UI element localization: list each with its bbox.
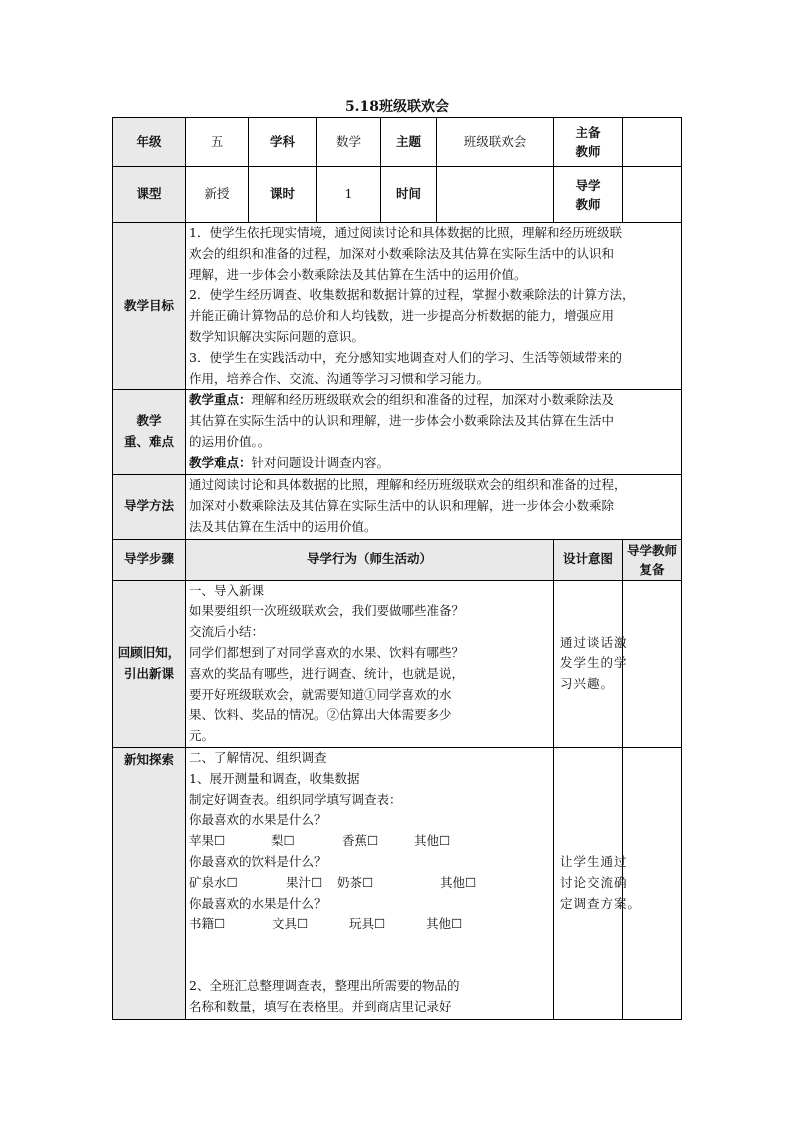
period-value: 1	[317, 167, 381, 223]
guide-teacher-label: 导学 教师	[554, 167, 623, 223]
key-points-text	[186, 390, 682, 474]
lead-teacher-value	[623, 118, 682, 167]
prize-option-books: 书籍☐	[189, 916, 226, 932]
focus-text-3: 的运用价值。。	[189, 433, 271, 449]
grade-label: 年级	[113, 118, 186, 167]
step1-label: 回顾旧知，引出新课	[113, 580, 186, 747]
drink-option-water: 矿泉水☐	[189, 874, 238, 890]
focus-label: 教学重点：	[189, 392, 252, 408]
difficulty-label: 教学难点：	[189, 454, 252, 470]
time-label: 时间	[381, 167, 437, 223]
step1-row	[113, 580, 682, 747]
difficulty-text: 针对问题设计调查内容。	[251, 454, 390, 470]
step2-label: 新知探索	[113, 747, 186, 1019]
time-value	[437, 167, 554, 223]
lesson-type-value: 新授	[186, 167, 249, 223]
focus-text-2: 其估算在实际生活中的认识和理解，进一步体会小数乘除法及其估算在生活中	[189, 413, 615, 429]
prize-option-toys: 玩具☐	[349, 916, 386, 932]
step2-row	[113, 747, 682, 1019]
info-row-1	[113, 118, 682, 167]
grade-value: 五	[186, 118, 249, 167]
drink-option-juice: 果汁☐	[286, 874, 323, 890]
key-points-label: 教学 重、难点	[113, 390, 186, 474]
topic-label: 主题	[381, 118, 437, 167]
lesson-plan-table	[112, 117, 682, 1020]
prize-options	[189, 914, 550, 935]
lesson-type-label: 课型	[113, 167, 186, 223]
drink-options	[189, 873, 550, 894]
period-label: 课时	[249, 167, 317, 223]
activity-col-header: 导学行为（师生活动）	[186, 539, 554, 580]
fruit-options	[189, 831, 550, 852]
design-col-header: 设计意图	[554, 539, 623, 580]
fruit-option-pear: 梨☐	[271, 833, 295, 849]
review-col-header: 导学教师 复备	[623, 539, 682, 580]
step1-design-intent: 通过谈话激 发学生的学 习兴趣。	[554, 580, 623, 747]
step1-activity: 一、导入新课 如果要组织一次班级联欢会，我们要做哪些准备？ 交流后小结： 同学们都想到了对同学喜欢的水果、饮料有哪些？ 喜欢的奖品有哪些，进行调查、统计，也就是说， 要开好班级联欢会，就需要知道①同学喜欢的水 果、饮料、奖品的情况。②估算出大体需要多少 元。	[186, 580, 554, 747]
method-row	[113, 474, 682, 539]
fruit-option-apple: 苹果☐	[189, 833, 226, 849]
subject-label: 学科	[249, 118, 317, 167]
guide-teacher-value	[623, 167, 682, 223]
steps-col-header: 导学步骤	[113, 539, 186, 580]
focus-text-1: 理解和经历班级联欢会的组织和准备的过程，加深对小数乘除法及	[251, 392, 615, 408]
info-row-2	[113, 167, 682, 223]
drink-option-other: 其他☐	[440, 874, 477, 890]
fruit-option-other: 其他☐	[414, 833, 451, 849]
objectives-row	[113, 223, 682, 390]
step2-review	[623, 747, 682, 1019]
objectives-label: 教学目标	[113, 223, 186, 390]
prize-option-stationery: 文具☐	[272, 916, 309, 932]
subject-value: 数学	[317, 118, 381, 167]
objectives-text: 1．使学生依托现实情境，通过阅读讨论和具体数据的比照，理解和经历班级联 欢会的组织和准备的过程，加深对小数乘除法及其估算在实际生活中的认识和 理解，进一步体会小数乘除法及其估算在生活中的运用价值。 2．使学生经历调查、收集数据和数据计算的过程，掌握小数乘除法的计算方法， 并能正确计算物品的总价和人均钱数，进一步提高分析数据的能力，增强应用 数学知识解决实际问题的意识。 3．使学生在实践活动中，充分感知实地调查对人们的学习、生活等领域带来的 作用，培养合作、交流、沟通等学习习惯和学习能力。	[186, 223, 682, 390]
topic-value: 班级联欢会	[437, 118, 554, 167]
method-text: 通过阅读讨论和具体数据的比照，理解和经历班级联欢会的组织和准备的过程， 加深对小数乘除法及其估算在实际生活中的认识和理解，进一步体会小数乘除 法及其估算在生活中的运用价值。	[186, 474, 682, 539]
prize-option-other: 其他☐	[426, 916, 463, 932]
drink-option-milktea: 奶茶☐	[337, 874, 374, 890]
step2-activity: 二、了解情况、组织调查 1、展开测量和调查，收集数据 制定好调查表。组织同学填写调查表： 你最喜欢的水果是什么？ 苹果☐ 梨☐ 香蕉☐ 其他☐ 你最喜欢的饮料是什么？ 矿泉水☐ 果汁☐ 奶茶☐ 其他☐ 你最喜欢的水果是什么？ 书籍☐ 文具☐ 玩具☐ 其他☐ 2、全班汇总整理调查表，整理出所需要的物品的 名称和数量，填写在表格里。并到商店里记录好	[186, 747, 554, 1019]
steps-header-row	[113, 539, 682, 580]
step2-design-intent: 让学生通过 讨论交流确 定调查方案。	[554, 747, 623, 1019]
method-label: 导学方法	[113, 474, 186, 539]
fruit-option-banana: 香蕉☐	[342, 833, 379, 849]
step1-review	[623, 580, 682, 747]
page-title: 5.18班级联欢会	[344, 99, 450, 115]
lead-teacher-label: 主备 教师	[554, 118, 623, 167]
key-points-row	[113, 390, 682, 474]
